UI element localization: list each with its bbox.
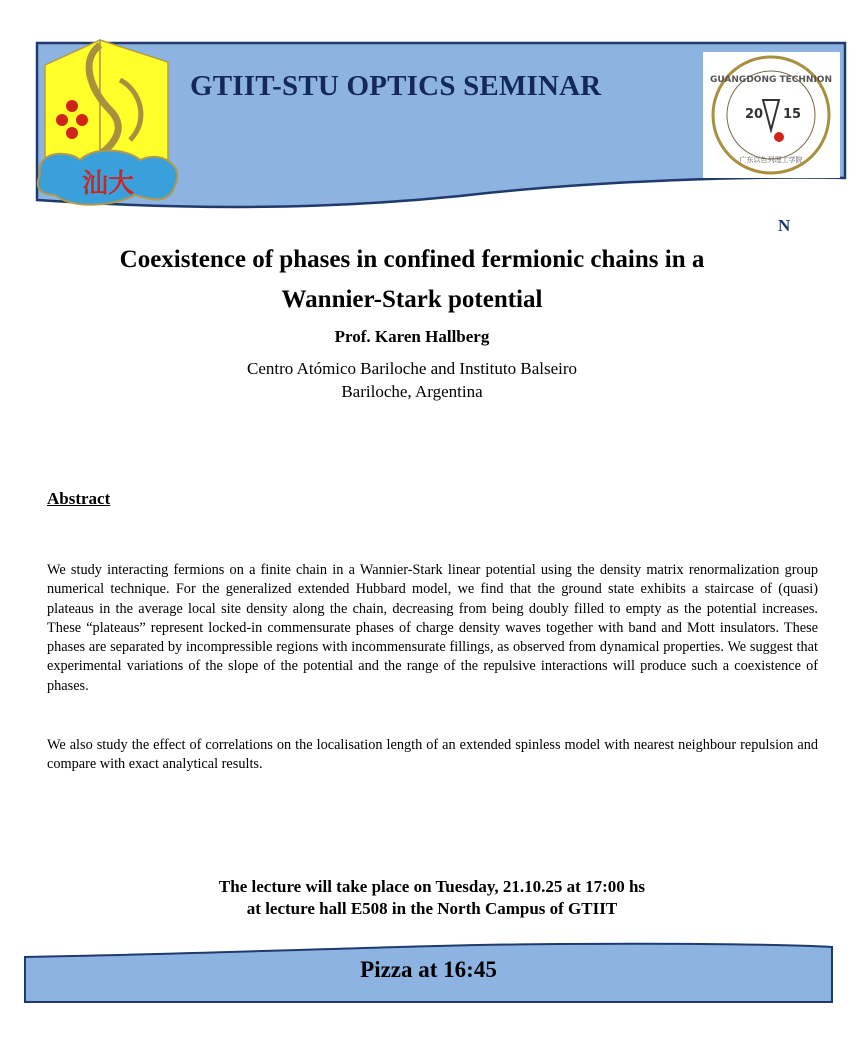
abstract-paragraph-2: We also study the effect of correlations on the localisation length of an extended spinless model with nearest neighbour repulsion and compare with exact analytical results.	[47, 737, 818, 773]
lecture-location: at lecture hall E508 in the North Campus of GTIIT	[246, 899, 618, 918]
shantou-university-logo	[38, 40, 177, 205]
svg-text:广东以色列理工学院: 广东以色列理工学院	[739, 156, 803, 164]
svg-text:15: 15	[783, 107, 802, 122]
svg-text:GUANGDONG TECHNION: GUANGDONG TECHNION	[710, 75, 832, 85]
talk-title	[40, 240, 784, 320]
guangdong-technion-logo	[703, 52, 840, 178]
pizza-notice: Pizza at 16:45	[360, 957, 497, 982]
corner-letter: N	[778, 216, 791, 235]
affiliation	[40, 357, 784, 403]
talk-title-line1: Coexistence of phases in confined fermionic chains in a	[119, 246, 705, 273]
svg-text:汕大: 汕大	[81, 169, 135, 199]
abstract-paragraph-1: We study interacting fermions on a finite chain in a Wannier-Stark linear potential using the density matrix renormalization group numerical technique. For the generalized extended Hubbard model, we find that the ground state exhibits a staircase of (quasi) plateaus in the average local site density along the chain, decreasing from being doubly filled to empty as the potential increases. These “plateaus” represent locked-in commensurate phases of charge density waves together with band and Mott insulators. These phases are separated by incompressible regions with incommensurate fillings, as observed from dynamical properties. We suggest that experimental variations of the slope of the potential and the range of the repulsive interactions will produce such a coexistence of phases.	[47, 562, 818, 694]
abstract-heading: Abstract	[47, 489, 111, 508]
affiliation-line2: Bariloche, Argentina	[341, 382, 483, 401]
lecture-time: The lecture will take place on Tuesday, 21.10.25 at 17:00 hs	[218, 877, 646, 896]
affiliation-line1: Centro Atómico Bariloche and Instituto Balseiro	[246, 359, 578, 378]
talk-title-line2: Wannier-Stark potential	[281, 286, 543, 313]
lecture-info	[40, 876, 824, 920]
speaker-name: Prof. Karen Hallberg	[334, 327, 490, 346]
seminar-title: GTIIT-STU OPTICS SEMINAR	[190, 70, 602, 102]
svg-text:20: 20	[745, 107, 764, 122]
